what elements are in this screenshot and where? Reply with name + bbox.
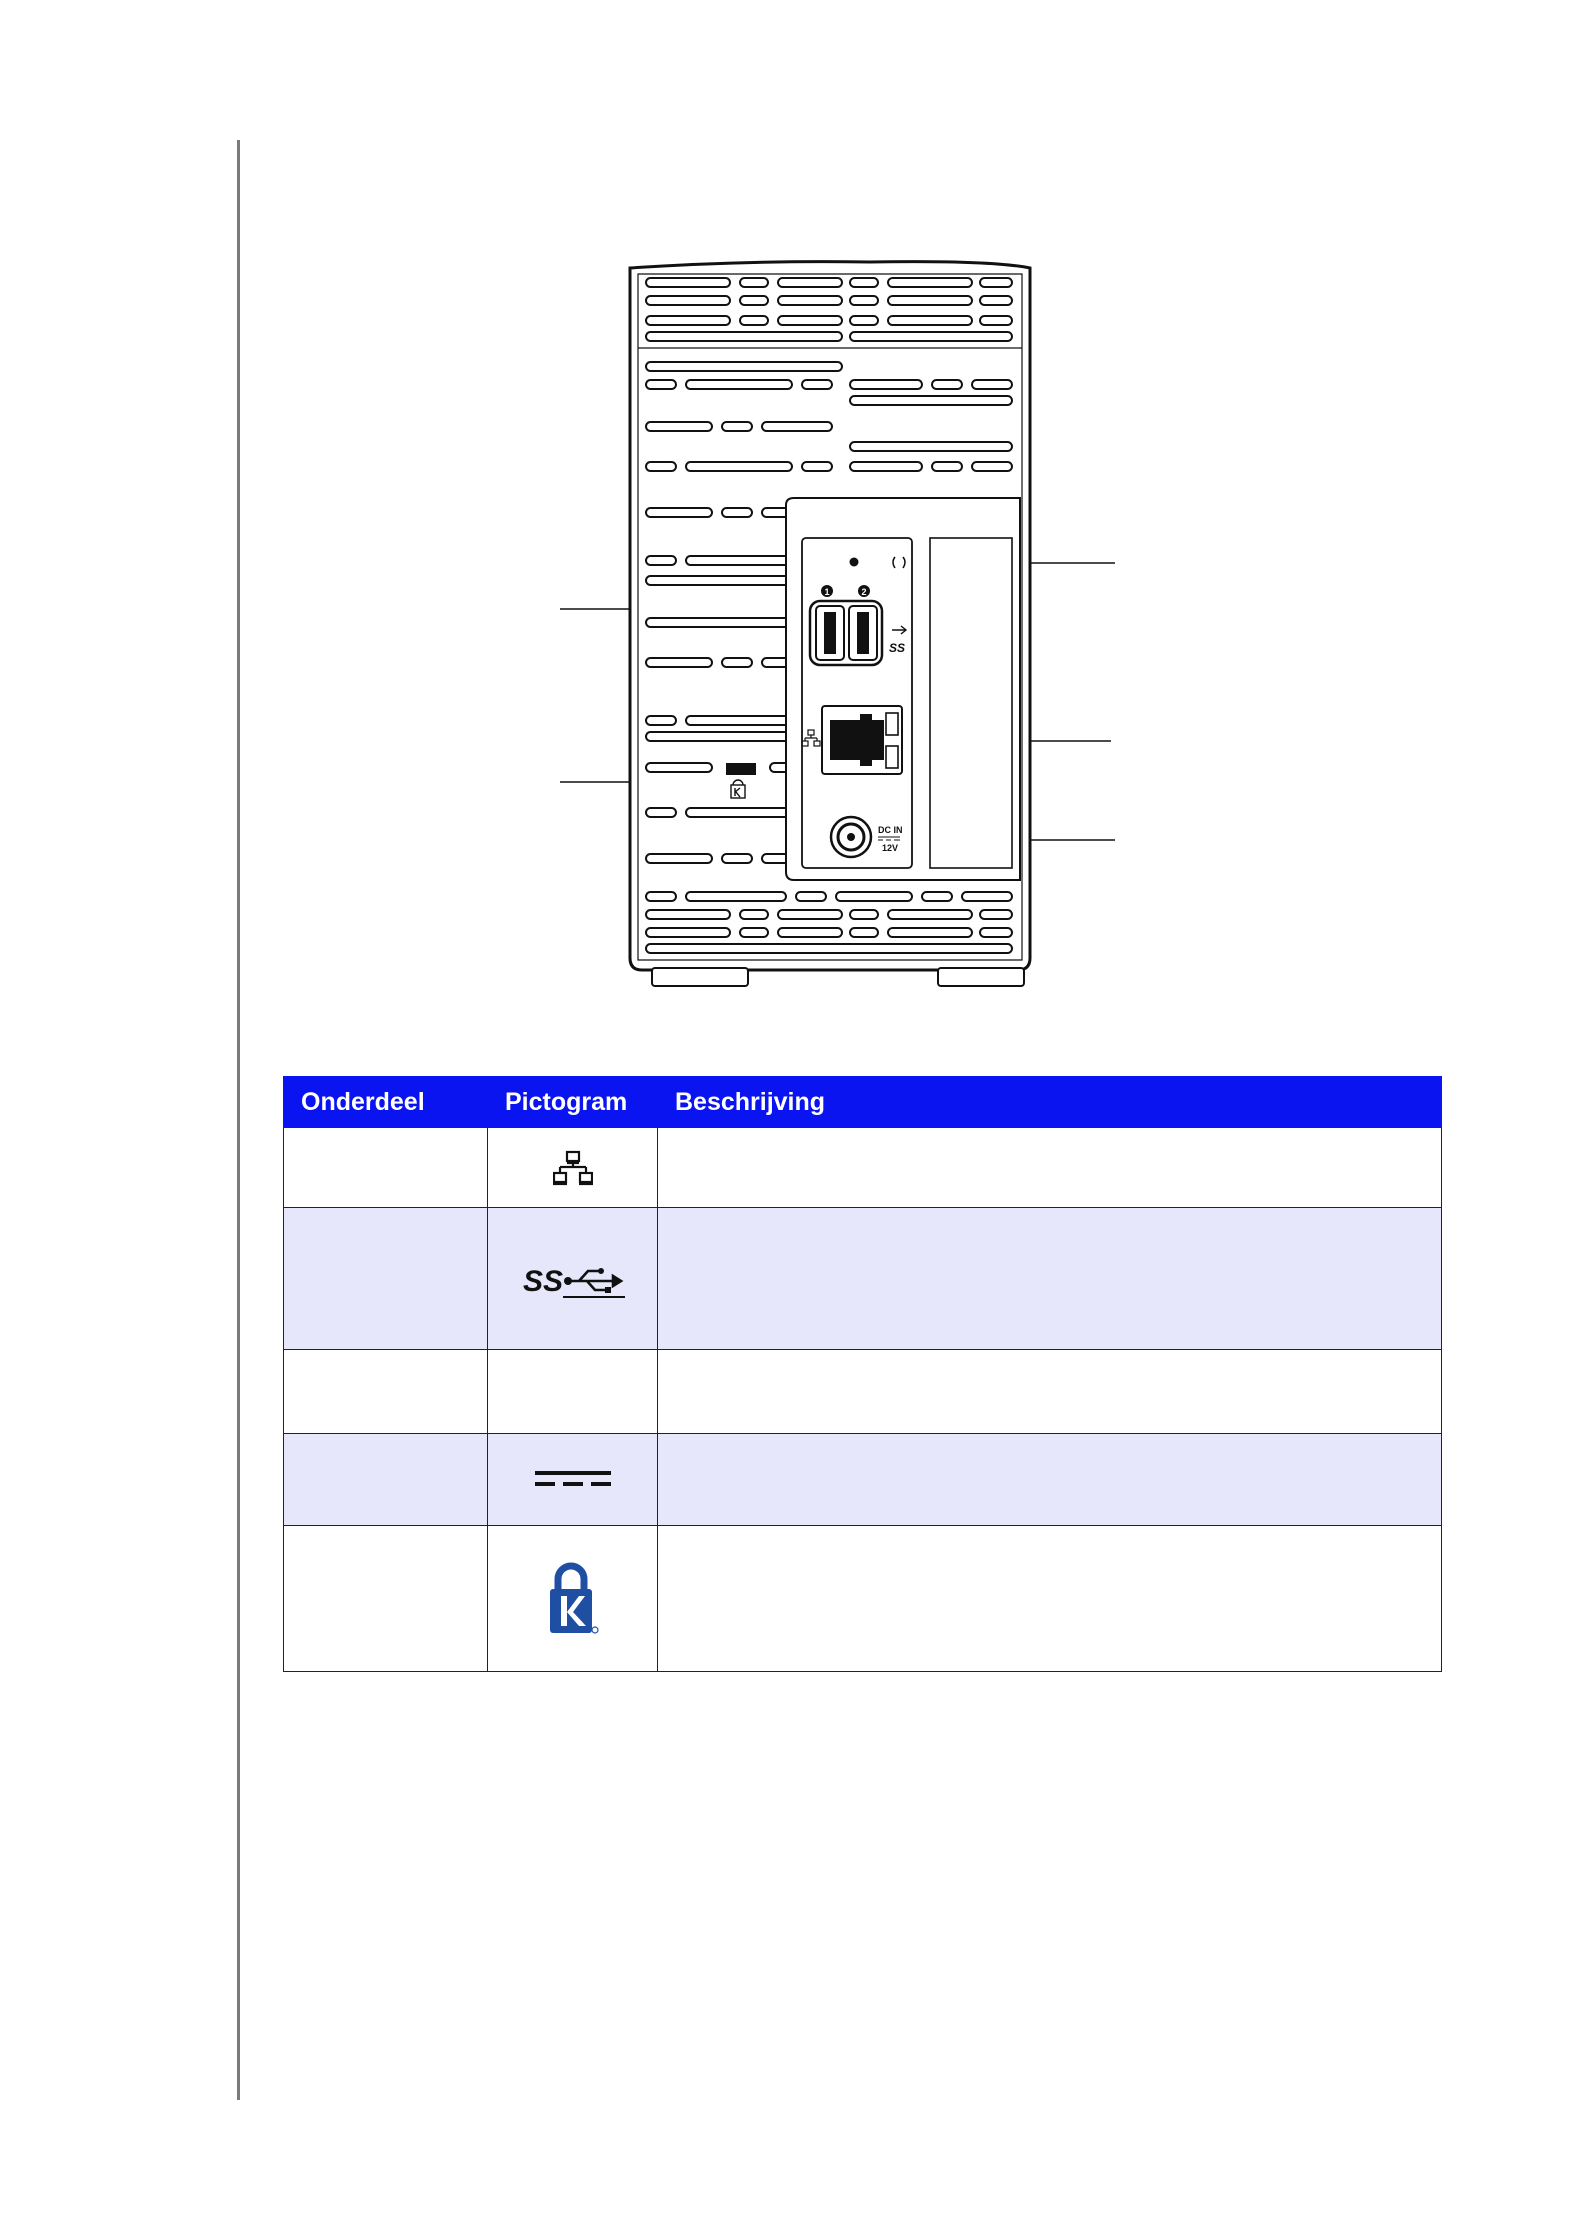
row-onderdeel — [284, 1434, 488, 1526]
dc-in-label: DC IN — [878, 825, 903, 835]
usb-ports — [810, 601, 882, 665]
reset-button — [850, 558, 859, 567]
kensington-lock-icon — [546, 1561, 600, 1637]
row-pictogram — [488, 1434, 658, 1526]
table-row — [284, 1350, 1442, 1434]
usb-superspeed-icon — [521, 1259, 625, 1299]
table-row — [284, 1526, 1442, 1672]
svg-text:SS: SS — [889, 641, 906, 655]
row-beschrijving — [658, 1526, 1442, 1672]
page-margin-rule — [237, 140, 240, 2100]
row-onderdeel — [284, 1208, 488, 1350]
row-onderdeel — [284, 1526, 488, 1672]
table-header-row — [284, 1077, 1442, 1128]
voltage-label: 12V — [882, 843, 899, 853]
row-onderdeel — [284, 1350, 488, 1434]
row-pictogram — [488, 1208, 658, 1350]
device-foot-right — [938, 968, 1024, 986]
header-pictogram: Pictogram — [488, 1077, 658, 1128]
ethernet-port — [822, 706, 902, 774]
table-row — [284, 1128, 1442, 1208]
header-onderdeel: Onderdeel — [284, 1077, 488, 1128]
device-foot-left — [652, 968, 748, 986]
row-pictogram — [488, 1526, 658, 1672]
dc-power-icon — [535, 1470, 611, 1488]
row-pictogram — [488, 1128, 658, 1208]
usb-port-1-number: 1 — [824, 587, 830, 597]
usb-port-2-number: 2 — [861, 587, 867, 597]
row-beschrijving — [658, 1350, 1442, 1434]
row-pictogram — [488, 1350, 658, 1434]
drive-window — [930, 538, 1012, 868]
table-row — [284, 1434, 1442, 1526]
row-beschrijving — [658, 1128, 1442, 1208]
header-beschrijving: Beschrijving — [658, 1077, 1442, 1128]
ethernet-icon — [553, 1150, 593, 1186]
row-beschrijving — [658, 1208, 1442, 1350]
table-row — [284, 1208, 1442, 1350]
svg-text:SS: SS — [522, 1264, 563, 1298]
row-beschrijving — [658, 1434, 1442, 1526]
dc-power-jack — [831, 817, 871, 857]
row-onderdeel — [284, 1128, 488, 1208]
component-table — [283, 1076, 1442, 1672]
kensington-slot — [726, 763, 756, 775]
device-back-panel-diagram — [560, 220, 1120, 1020]
